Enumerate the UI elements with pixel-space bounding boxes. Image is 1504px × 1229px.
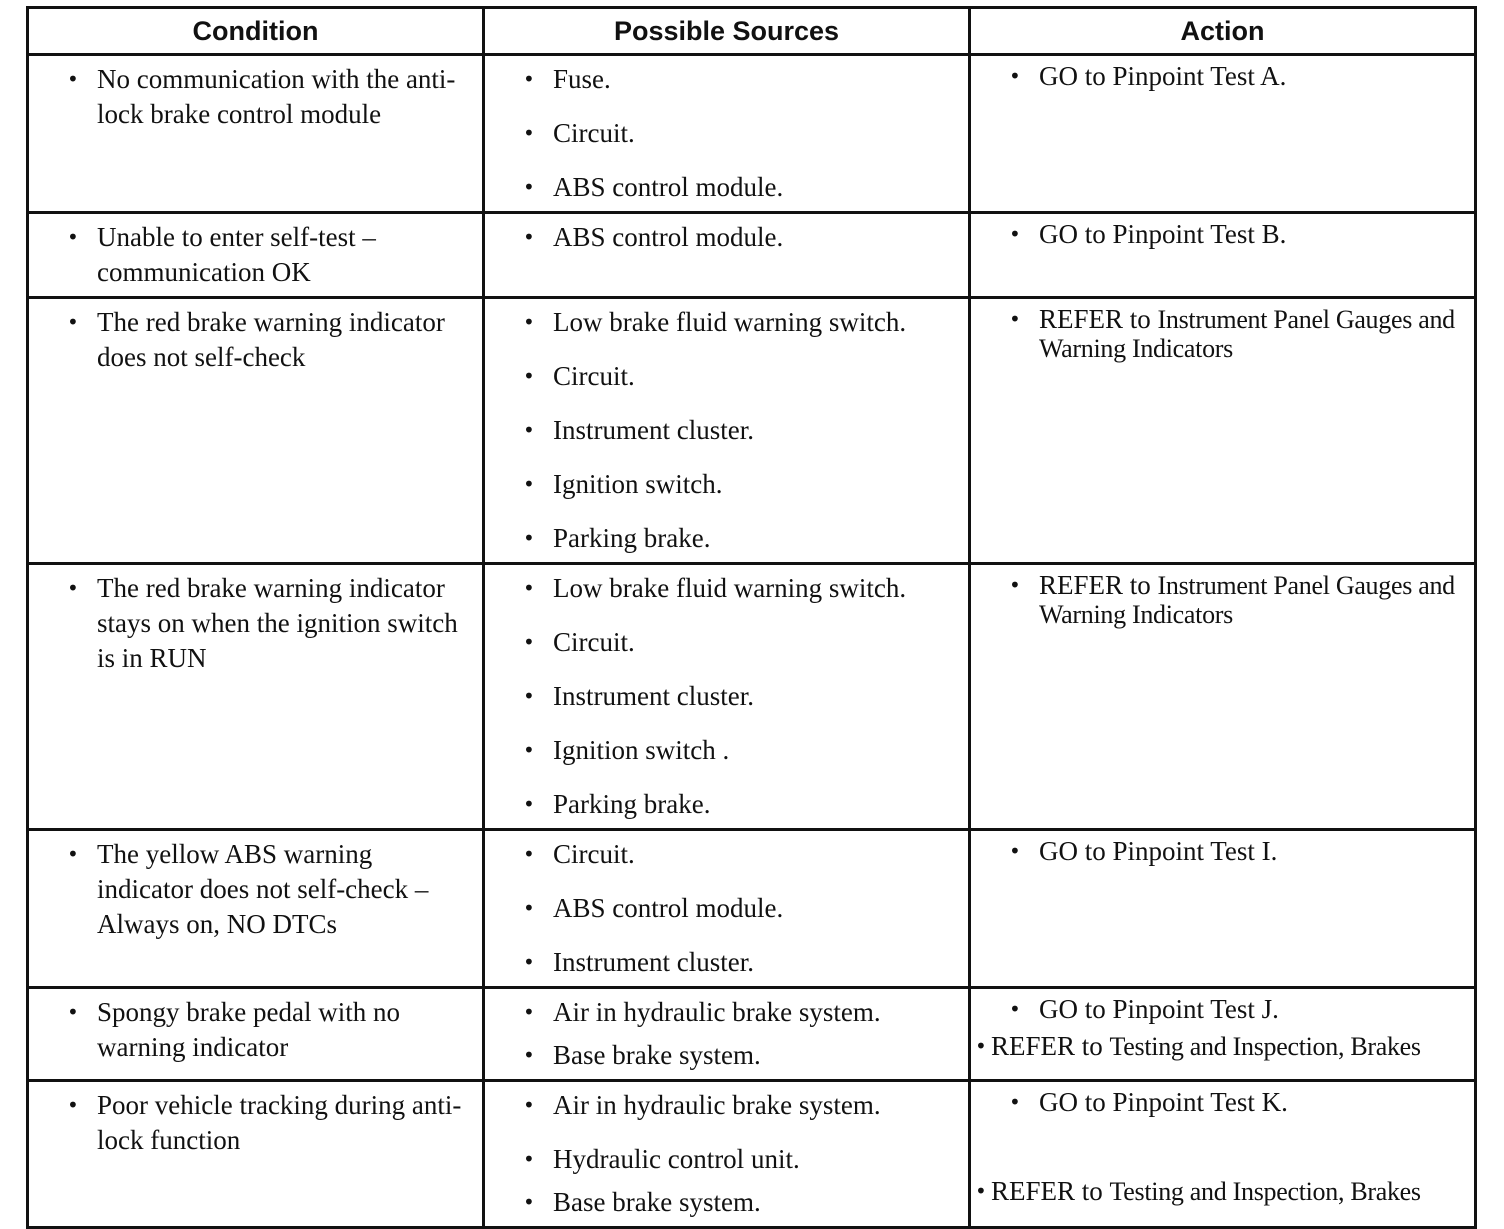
source-item: • Base brake system. bbox=[495, 1185, 960, 1220]
action-prefix: REFER to bbox=[991, 1176, 1103, 1206]
action-item bbox=[981, 1177, 1466, 1206]
header-condition: Condition bbox=[28, 8, 484, 55]
condition-cell bbox=[28, 55, 484, 213]
condition-text: • The red brake warning indicator stays on when the ignition switch is in RUN bbox=[39, 571, 474, 676]
source-item: • ABS control module. bbox=[495, 220, 960, 255]
action-cell bbox=[970, 988, 1476, 1081]
condition-text: • The yellow ABS warning indicator does not self-check – Always on, NO DTCs bbox=[39, 837, 474, 942]
condition-cell bbox=[28, 988, 484, 1081]
action-cell bbox=[970, 298, 1476, 564]
refer-link[interactable]: Instrument Panel Gauges and Warning Indicators bbox=[1039, 571, 1455, 629]
action-cell bbox=[970, 564, 1476, 830]
condition-text: • No communication with the anti-lock brake control module bbox=[39, 62, 474, 132]
sources-cell bbox=[484, 830, 970, 988]
source-item: • Parking brake. bbox=[495, 521, 960, 556]
source-item: • Low brake fluid warning switch. bbox=[495, 305, 960, 340]
sources-cell bbox=[484, 988, 970, 1081]
source-item: • Fuse. bbox=[495, 62, 960, 97]
action-item: • GO to Pinpoint Test J. bbox=[981, 995, 1466, 1024]
table-row bbox=[28, 564, 1476, 830]
refer-link[interactable]: Testing and Inspection, Brakes bbox=[1109, 1032, 1421, 1061]
action-cell bbox=[970, 55, 1476, 213]
source-item: • ABS control module. bbox=[495, 891, 960, 926]
condition-text: • Poor vehicle tracking during anti-lock function bbox=[39, 1088, 474, 1158]
condition-cell bbox=[28, 830, 484, 988]
sources-cell bbox=[484, 213, 970, 298]
diagnostic-table bbox=[26, 6, 1477, 1229]
action-item bbox=[981, 305, 1466, 363]
refer-link[interactable]: Testing and Inspection, Brakes bbox=[1109, 1177, 1421, 1206]
source-item: • Circuit. bbox=[495, 116, 960, 151]
table-row bbox=[28, 213, 1476, 298]
source-item: • Instrument cluster. bbox=[495, 945, 960, 980]
condition-cell bbox=[28, 298, 484, 564]
header-row bbox=[28, 8, 1476, 55]
sources-cell bbox=[484, 298, 970, 564]
condition-text: • Unable to enter self-test – communication OK bbox=[39, 220, 474, 290]
condition-cell bbox=[28, 1081, 484, 1228]
source-item: • Parking brake. bbox=[495, 787, 960, 822]
source-item: • Circuit. bbox=[495, 359, 960, 394]
table-row bbox=[28, 1081, 1476, 1228]
action-cell bbox=[970, 213, 1476, 298]
condition-text: • Spongy brake pedal with no warning indicator bbox=[39, 995, 474, 1065]
action-item: • GO to Pinpoint Test A. bbox=[981, 62, 1466, 91]
source-item: • Ignition switch . bbox=[495, 733, 960, 768]
action-prefix: REFER to bbox=[991, 1031, 1103, 1061]
source-item: • Air in hydraulic brake system. bbox=[495, 1088, 960, 1123]
action-cell bbox=[970, 830, 1476, 988]
source-item: • Air in hydraulic brake system. bbox=[495, 995, 960, 1030]
source-item: • ABS control module. bbox=[495, 170, 960, 205]
source-item: • Circuit. bbox=[495, 625, 960, 660]
source-item: • Circuit. bbox=[495, 837, 960, 872]
action-item: • GO to Pinpoint Test I. bbox=[981, 837, 1466, 866]
source-item: • Low brake fluid warning switch. bbox=[495, 571, 960, 606]
action-item bbox=[981, 571, 1466, 629]
action-cell bbox=[970, 1081, 1476, 1228]
source-item: • Base brake system. bbox=[495, 1038, 960, 1073]
action-item: • GO to Pinpoint Test K. bbox=[981, 1088, 1466, 1117]
action-item: • GO to Pinpoint Test B. bbox=[981, 220, 1466, 249]
source-item: • Ignition switch. bbox=[495, 467, 960, 502]
source-item: • Instrument cluster. bbox=[495, 679, 960, 714]
sources-cell bbox=[484, 1081, 970, 1228]
action-prefix: REFER to bbox=[1039, 570, 1151, 600]
condition-cell bbox=[28, 213, 484, 298]
action-prefix: REFER to bbox=[1039, 304, 1151, 334]
table-row bbox=[28, 298, 1476, 564]
sources-cell bbox=[484, 55, 970, 213]
action-item bbox=[981, 1032, 1466, 1061]
condition-text: • The red brake warning indicator does not self-check bbox=[39, 305, 474, 375]
source-item: • Hydraulic control unit. bbox=[495, 1142, 960, 1177]
table-row bbox=[28, 830, 1476, 988]
condition-cell bbox=[28, 564, 484, 830]
table-row bbox=[28, 988, 1476, 1081]
source-item: • Instrument cluster. bbox=[495, 413, 960, 448]
table-row bbox=[28, 55, 1476, 213]
refer-link[interactable]: Instrument Panel Gauges and Warning Indicators bbox=[1039, 305, 1455, 363]
header-action: Action bbox=[970, 8, 1476, 55]
header-possible-sources: Possible Sources bbox=[484, 8, 970, 55]
sources-cell bbox=[484, 564, 970, 830]
